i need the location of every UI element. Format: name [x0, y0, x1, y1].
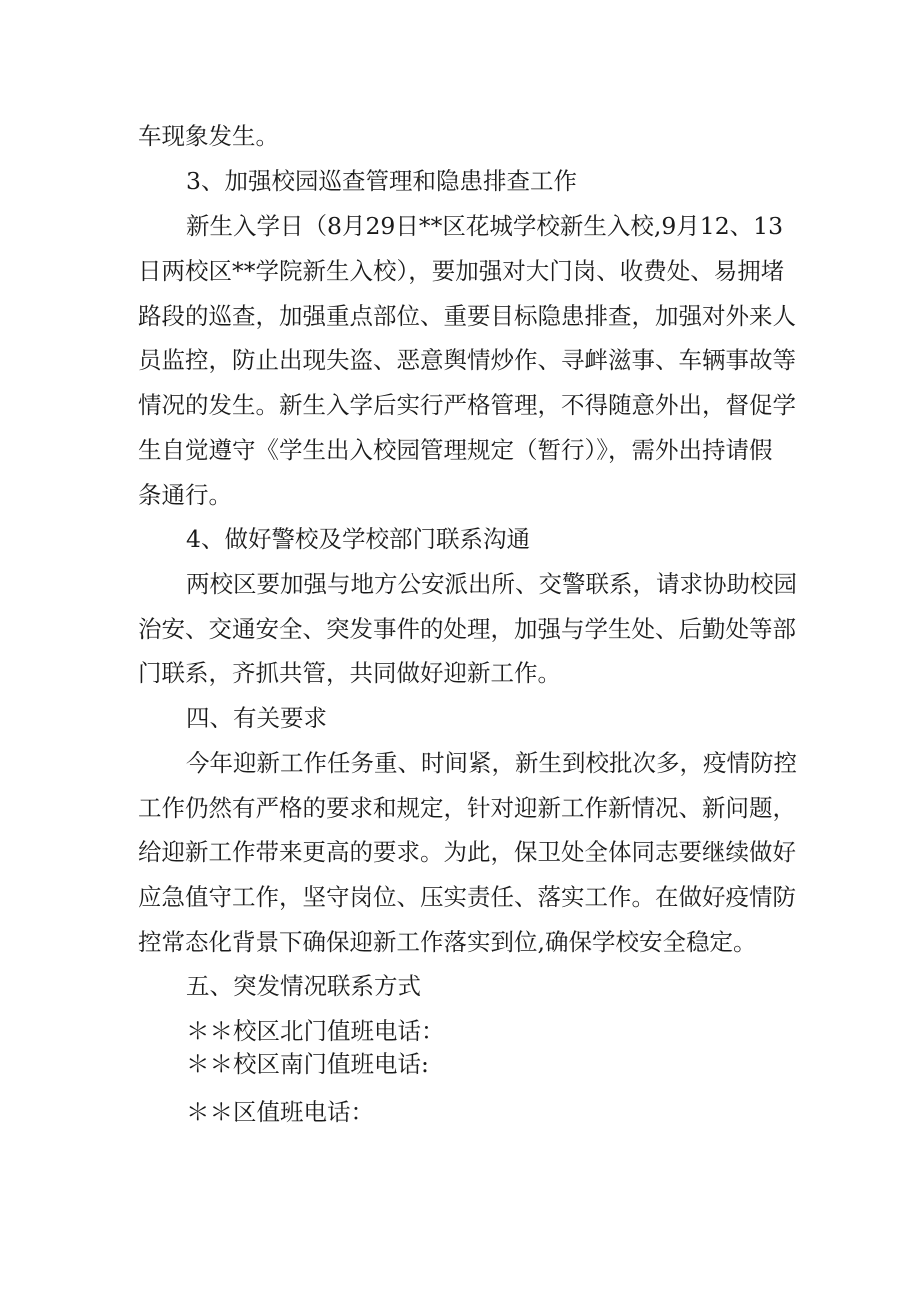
- text-line: 日两校区**学院新生入校），要加强对大门岗、收费处、易拥堵: [138, 257, 785, 285]
- text-line: 情况的发生。新生入学后实行严格管理，不得随意外出，督促学: [138, 391, 796, 419]
- text-line: 今年迎新工作任务重、时间紧，新生到校批次多，疫情防控: [186, 749, 797, 777]
- text-line: 门联系，齐抓共管，共同做好迎新工作。: [138, 659, 561, 687]
- section-heading: 四、有关要求: [186, 704, 327, 732]
- text-line: 治安、交通安全、突发事件的处理，加强与学生处、后勤处等部: [138, 615, 796, 643]
- text-line: 条通行。: [138, 481, 232, 509]
- contact-line: ＊＊校区北门值班电话：: [186, 1017, 445, 1045]
- text-line: 控常态化背景下确保迎新工作落实到位,确保学校安全稳定。: [138, 928, 757, 956]
- text-line: 路段的巡查，加强重点部位、重要目标隐患排查，加强对外来人: [138, 302, 796, 330]
- text-line: 给迎新工作带来更高的要求。为此，保卫处全体同志要继续做好: [138, 838, 796, 866]
- text-line: 两校区要加强与地方公安派出所、交警联系，请求协助校园: [186, 570, 797, 598]
- section-heading: 五、突发情况联系方式: [186, 972, 421, 1000]
- text-line: 员监控，防止出现失盗、恶意舆情炒作、寻衅滋事、车辆事故等: [138, 346, 796, 374]
- contact-line: ＊＊区值班电话：: [186, 1098, 374, 1126]
- section-heading: 4、做好警校及学校部门联系沟通: [186, 525, 530, 553]
- text-line: 生自觉遵守《学生出入校园管理规定（暂行）》，需外出持请假: [138, 436, 773, 464]
- text-line: 应急值守工作，坚守岗位、压实责任、落实工作。在做好疫情防: [138, 883, 796, 911]
- text-line: 车现象发生。: [138, 122, 279, 150]
- text-line: 新生入学日（8月29日**区花城学校新生入校,9月12、13: [186, 212, 784, 240]
- section-heading: 3、加强校园巡查管理和隐患排查工作: [186, 167, 577, 195]
- text-line: 工作仍然有严格的要求和规定，针对迎新工作新情况、新问题，: [138, 794, 796, 822]
- contact-line: ＊＊校区南门值班电话:: [186, 1050, 429, 1078]
